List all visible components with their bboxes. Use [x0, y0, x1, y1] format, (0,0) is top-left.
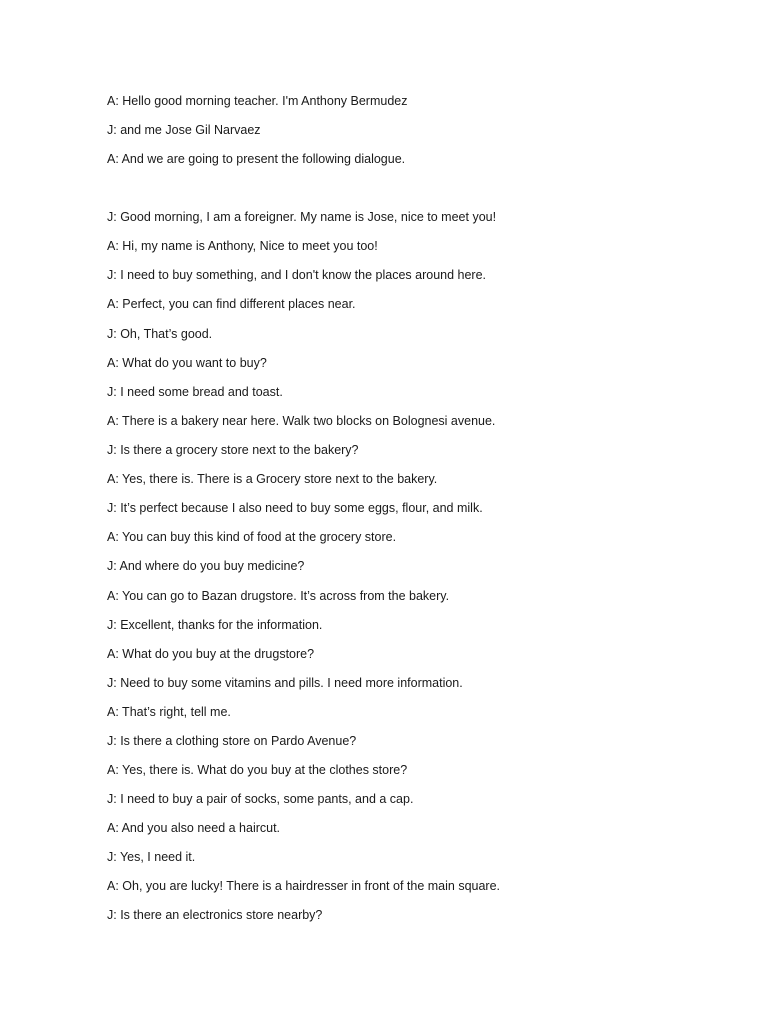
- dialogue-line: J: I need some bread and toast.: [107, 385, 283, 399]
- dialogue-line: A: Yes, there is. There is a Grocery store next to the bakery.: [107, 472, 438, 486]
- dialogue-line: J: Is there an electronics store nearby?: [107, 908, 323, 922]
- dialogue-line: J: Is there a clothing store on Pardo Avenue?: [107, 734, 357, 748]
- dialogue-line: A: Perfect, you can find different places near.: [107, 297, 356, 311]
- dialogue-line: A: What do you want to buy?: [107, 356, 267, 370]
- intro-line: J: and me Jose Gil Narvaez: [107, 123, 261, 137]
- dialogue-line: J: Yes, I need it.: [107, 850, 196, 864]
- dialogue-line: J: Need to buy some vitamins and pills. I need more information.: [107, 676, 463, 690]
- dialogue-line: J: I need to buy a pair of socks, some pants, and a cap.: [107, 792, 414, 806]
- dialogue-line: A: And you also need a haircut.: [107, 821, 281, 835]
- intro-line: A: Hello good morning teacher. I'm Anthony Bermudez: [107, 94, 408, 108]
- dialogue-line: J: Is there a grocery store next to the bakery?: [107, 443, 359, 457]
- dialogue-line: J: It’s perfect because I also need to buy some eggs, flour, and milk.: [107, 501, 483, 515]
- dialogue-line: A: Oh, you are lucky! There is a hairdresser in front of the main square.: [107, 879, 501, 893]
- dialogue-line: A: You can buy this kind of food at the grocery store.: [107, 530, 397, 544]
- dialogue-line: J: And where do you buy medicine?: [107, 559, 305, 573]
- dialogue-line: J: Oh, That’s good.: [107, 327, 213, 341]
- dialogue-line: A: You can go to Bazan drugstore. It’s across from the bakery.: [107, 589, 450, 603]
- dialogue-line: J: I need to buy something, and I don't know the places around here.: [107, 268, 487, 282]
- dialogue-line: A: What do you buy at the drugstore?: [107, 647, 315, 661]
- dialogue-line: A: There is a bakery near here. Walk two blocks on Bolognesi avenue.: [107, 414, 496, 428]
- dialogue-line: A: Hi, my name is Anthony, Nice to meet you too!: [107, 239, 378, 253]
- dialogue-line: A: Yes, there is. What do you buy at the clothes store?: [107, 763, 408, 777]
- intro-line: A: And we are going to present the following dialogue.: [107, 152, 406, 166]
- dialogue-line: J: Good morning, I am a foreigner. My name is Jose, nice to meet you!: [107, 210, 497, 224]
- dialogue-line: J: Excellent, thanks for the information.: [107, 618, 323, 632]
- dialogue-line: A: That’s right, tell me.: [107, 705, 231, 719]
